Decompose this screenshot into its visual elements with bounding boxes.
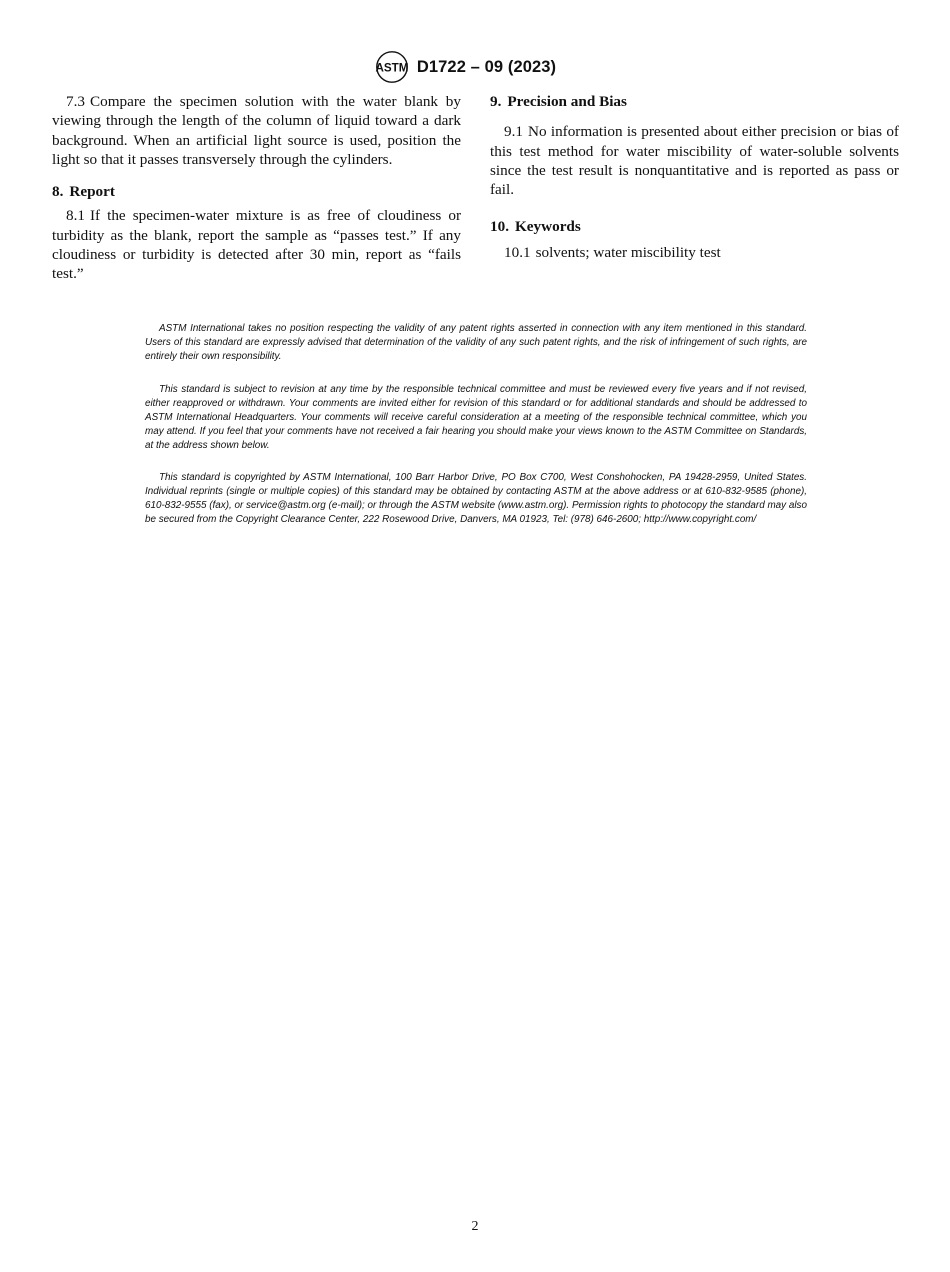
right-column	[490, 92, 899, 262]
section-title: Keywords	[514, 218, 581, 236]
paragraph-9-1	[490, 122, 899, 199]
left-column	[52, 92, 461, 284]
section-number: 9.	[490, 93, 502, 110]
paragraph-number: 9.1	[504, 123, 523, 141]
section-10-heading	[490, 217, 899, 236]
patent-notice: ASTM International takes no position respecting the validity of any patent rights asserted in connection with any item mentioned in this standard. Users of this standard are expressly advised that determination of the validity of any such patent rights, and the risk of infringement of such rights, are entirely their own responsibility.	[145, 323, 807, 362]
paragraph-number: 10.1	[504, 243, 531, 261]
paragraph-10-1	[490, 243, 899, 262]
logo-lettering: ASTM	[375, 61, 409, 75]
section-title: Report	[69, 183, 115, 201]
copyright-notice: This standard is copyrighted by ASTM International, 100 Barr Harbor Drive, PO Box C700, West Conshohocken, PA 19428-2959, United States. Individual reprints (single or multiple copies) of this standard may be obtained by contacting ASTM at the above address or at 610-832-9585 (phone), 610-832-9555 (fax), or service@astm.org (e-mail); or through the ASTM website (www.astm.org). Permission rights to photocopy the standard may also be secured from the Copyright Clearance Center, 222 Rosewood Drive, Danvers, MA 01923, Tel: (978) 646-2600; http://www.copyright.com/	[145, 472, 807, 525]
paragraph-text: Compare the specimen solution with the water blank by viewing through the length of the column of liquid toward a dark background. When an artificial light source is used, position the light so that it passes transversely through the cylinders.	[52, 93, 461, 168]
section-9-heading	[490, 92, 899, 111]
page-header	[0, 50, 950, 84]
paragraph-text: solvents; water miscibility test	[535, 243, 721, 261]
revision-notice: This standard is subject to revision at any time by the responsible technical committee and must be reviewed every five years and if not revised, either reapproved or withdrawn. Your comments are invited either for revision of this standard or for additional standards and should be addressed to ASTM International Headquarters. Your comments will receive careful consideration at a meeting of the responsible technical committee, which you may attend. If you feel that your comments have not received a fair hearing you should make your views known to the ASTM Committee on Standards, at the address shown below.	[145, 384, 807, 451]
astm-logo-icon	[374, 50, 410, 84]
page-number: 2	[471, 1219, 479, 1234]
section-8-heading	[52, 182, 461, 201]
paragraph-8-1	[52, 206, 461, 283]
section-number: 8.	[52, 183, 64, 201]
paragraph-text: No information is presented about either precision or bias of this test method for water miscibility of water-soluble solvents since the test result is nonquantitative and is reported as pass or fail.	[490, 123, 899, 199]
standard-designation: D1722 – 09 (2023)	[416, 57, 557, 76]
paragraph-7-3	[52, 92, 461, 169]
paragraph-number: 7.3	[66, 93, 85, 110]
section-title: Precision and Bias	[507, 93, 627, 110]
paragraph-text: If the specimen-water mixture is as free of cloudiness or turbidity as the blank, report the sample as “passes test.” If any cloudiness or turbidity is detected after 30 min, report as “fails test.”	[52, 207, 461, 283]
section-number: 10.	[490, 218, 509, 236]
paragraph-number: 8.1	[66, 207, 85, 225]
